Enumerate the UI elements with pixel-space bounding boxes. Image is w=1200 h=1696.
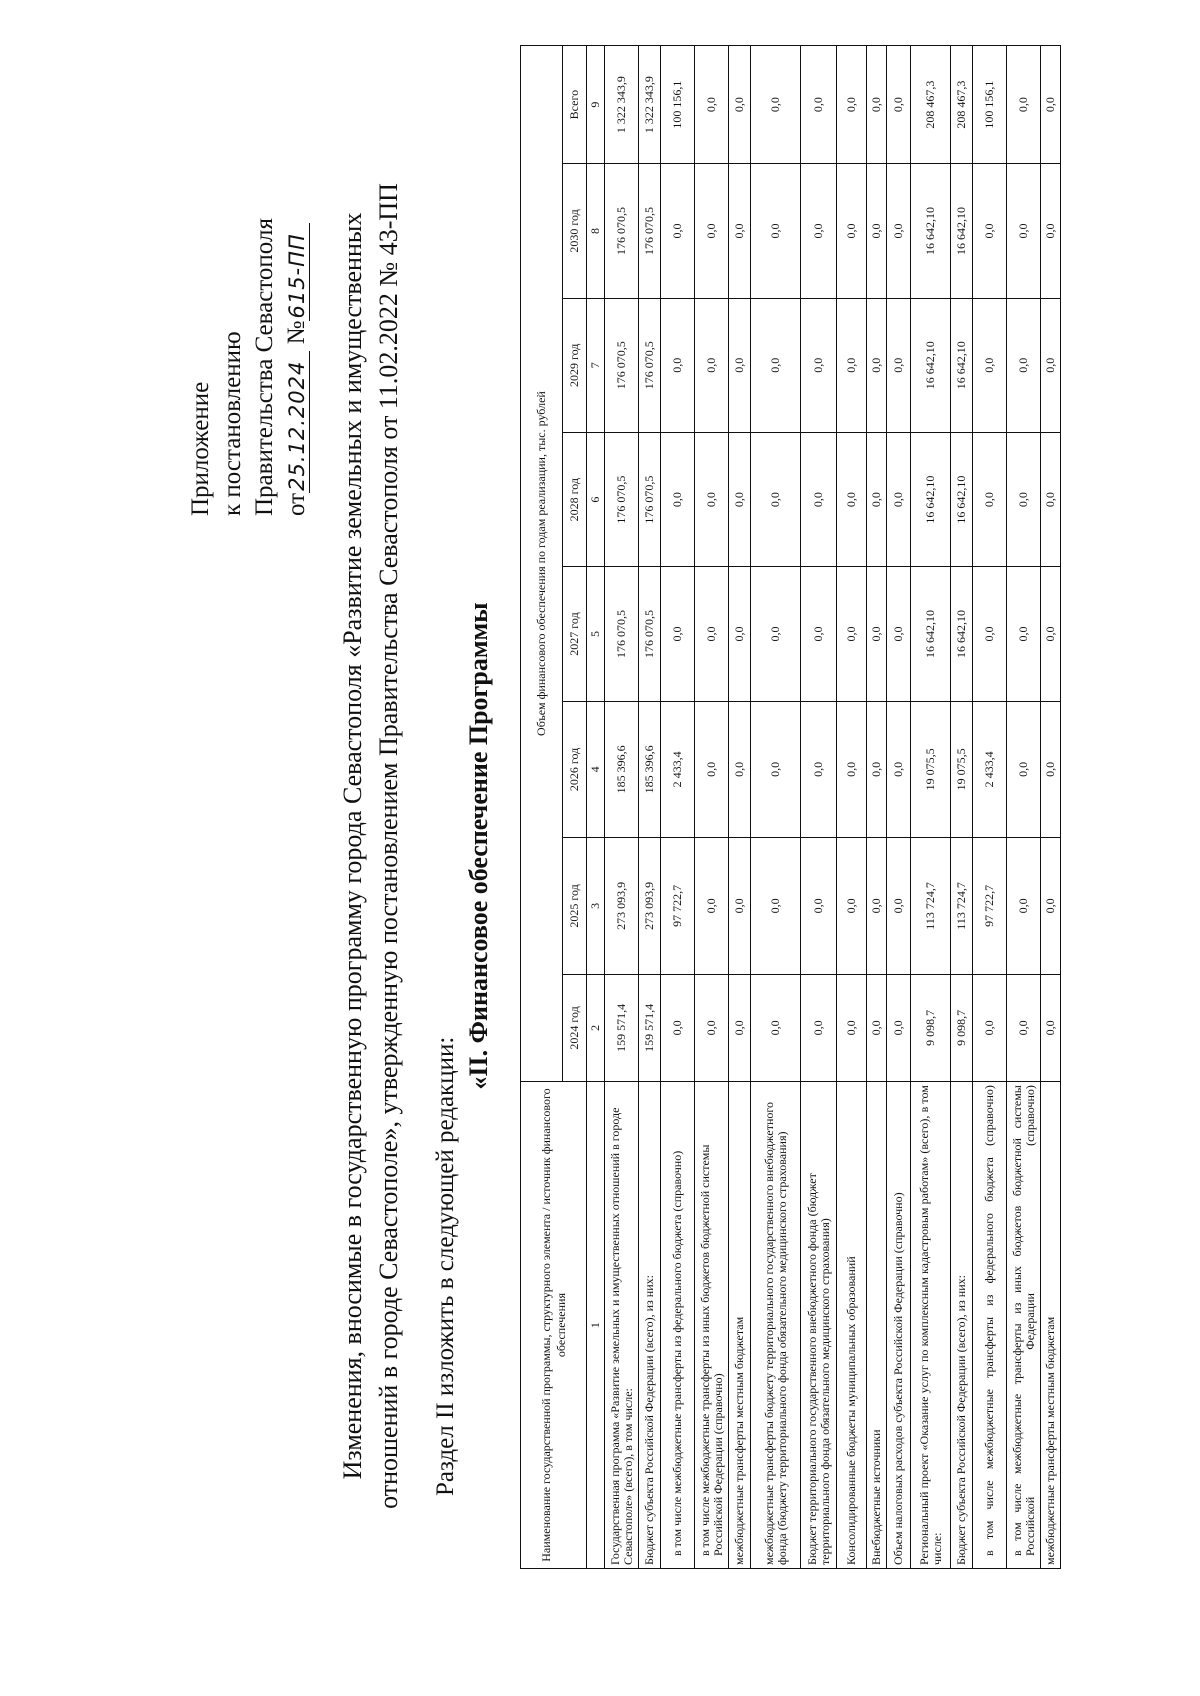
row-name: Бюджет субъекта Российской Федерации (всего), из них: <box>639 1082 661 1569</box>
value-cell: 100 156,1 <box>661 46 695 164</box>
appendix-line-2: к постановлению <box>219 331 246 516</box>
value-cell: 0,0 <box>887 164 911 298</box>
value-cell: 0,0 <box>1041 701 1061 838</box>
value-cell: 176 070,5 <box>639 164 661 298</box>
section-title: «II. Финансовое обеспечение Программы <box>464 602 493 1090</box>
value-cell: 0,0 <box>837 46 867 164</box>
value-cell: 0,0 <box>867 432 887 566</box>
value-cell: 0,0 <box>661 974 695 1081</box>
value-cell: 0,0 <box>837 567 867 701</box>
table-row <box>605 46 639 1569</box>
value-cell: 0,0 <box>801 838 837 975</box>
value-cell: 100 156,1 <box>973 46 1007 164</box>
value-cell: 97 722,7 <box>973 838 1007 975</box>
value-cell: 0,0 <box>801 567 837 701</box>
value-cell: 0,0 <box>837 974 867 1081</box>
value-cell: 0,0 <box>695 46 729 164</box>
value-cell: 0,0 <box>661 298 695 432</box>
value-cell: 0,0 <box>1007 298 1041 432</box>
value-cell: 0,0 <box>695 974 729 1081</box>
table-row <box>951 46 973 1569</box>
table-row <box>751 46 801 1569</box>
row-name: Государственная программа «Развитие земельных и имущественных отношений в городе Севастополе» (всего), в том числе: <box>605 1082 639 1569</box>
column-number: 7 <box>587 298 605 432</box>
table-row <box>867 46 887 1569</box>
row-name: Внебюджетные источники <box>867 1082 887 1569</box>
value-cell: 1 322 343,9 <box>639 46 661 164</box>
value-cell: 9 098,7 <box>951 974 973 1081</box>
value-cell: 176 070,5 <box>639 298 661 432</box>
value-cell: 0,0 <box>973 974 1007 1081</box>
value-cell: 0,0 <box>1007 701 1041 838</box>
column-number: 1 <box>587 1082 605 1569</box>
header-year: 2027 год <box>563 567 587 701</box>
handwritten-date: 25.12.2024 <box>285 351 310 493</box>
value-cell: 0,0 <box>729 567 751 701</box>
value-cell: 0,0 <box>837 701 867 838</box>
header-year: 2030 год <box>563 164 587 298</box>
value-cell: 0,0 <box>1041 838 1061 975</box>
column-number: 8 <box>587 164 605 298</box>
header-year: Всего <box>563 46 587 164</box>
value-cell: 0,0 <box>867 974 887 1081</box>
value-cell: 185 396,6 <box>605 701 639 838</box>
header-year: 2025 год <box>563 838 587 975</box>
title-line-1: Изменения, вносимые в государственную программу города Севастополя «Развитие земельных и имущественных <box>338 212 367 1480</box>
title-line-2: отношений в городе Севастополе», утвержденную постановлением Правительства Севастополя от 11.02.2022 № 43-ПП <box>374 183 403 1509</box>
value-cell: 176 070,5 <box>605 298 639 432</box>
value-cell: 0,0 <box>1041 164 1061 298</box>
table-row <box>887 46 911 1569</box>
value-cell: 0,0 <box>973 164 1007 298</box>
value-cell: 16 642,10 <box>951 567 973 701</box>
table-row <box>911 46 951 1569</box>
table-row <box>1007 46 1041 1569</box>
value-cell: 16 642,10 <box>911 432 951 566</box>
table-row <box>801 46 837 1569</box>
value-cell: 0,0 <box>887 567 911 701</box>
value-cell: 0,0 <box>695 567 729 701</box>
table-row <box>973 46 1007 1569</box>
value-cell: 0,0 <box>751 567 801 701</box>
value-cell: 0,0 <box>887 838 911 975</box>
appendix-line-3: Правительства Севастополя <box>251 218 278 516</box>
value-cell: 1 322 343,9 <box>605 46 639 164</box>
value-cell: 113 724,7 <box>951 838 973 975</box>
value-cell: 9 098,7 <box>911 974 951 1081</box>
value-cell: 0,0 <box>887 701 911 838</box>
handwritten-number: 615-ПП <box>285 223 310 320</box>
value-cell: 0,0 <box>867 46 887 164</box>
row-name: в том числе межбюджетные трансферты из иных бюджетов бюджетной системы Российской Федерации (справочно) <box>695 1082 729 1569</box>
value-cell: 0,0 <box>729 46 751 164</box>
value-cell: 0,0 <box>973 432 1007 566</box>
row-name: Бюджет субъекта Российской Федерации (всего), из них: <box>951 1082 973 1569</box>
value-cell: 0,0 <box>1007 838 1041 975</box>
value-cell: 0,0 <box>801 701 837 838</box>
value-cell: 0,0 <box>751 298 801 432</box>
value-cell: 0,0 <box>837 298 867 432</box>
header-year: 2026 год <box>563 701 587 838</box>
value-cell: 0,0 <box>695 432 729 566</box>
column-number: 4 <box>587 701 605 838</box>
header-row-column-numbers <box>587 46 605 1569</box>
value-cell: 0,0 <box>751 701 801 838</box>
header-year: 2028 год <box>563 432 587 566</box>
row-name: Консолидированные бюджеты муниципальных образований <box>837 1082 867 1569</box>
value-cell: 208 467,3 <box>911 46 951 164</box>
value-cell: 0,0 <box>661 164 695 298</box>
value-cell: 185 396,6 <box>639 701 661 838</box>
value-cell: 0,0 <box>837 164 867 298</box>
value-cell: 0,0 <box>801 432 837 566</box>
column-number: 5 <box>587 567 605 701</box>
value-cell: 159 571,4 <box>605 974 639 1081</box>
appendix-line-1: Приложение <box>187 381 214 516</box>
value-cell: 0,0 <box>1007 46 1041 164</box>
value-cell: 97 722,7 <box>661 838 695 975</box>
value-cell: 176 070,5 <box>639 567 661 701</box>
value-cell: 0,0 <box>1007 974 1041 1081</box>
value-cell: 0,0 <box>729 432 751 566</box>
table-row <box>661 46 695 1569</box>
table-row <box>837 46 867 1569</box>
value-cell: 0,0 <box>661 432 695 566</box>
row-name: межбюджетные трансферты бюджету территориального государственного внебюджетного фонда (бюджету территориального фонда обязательного медицинского страхования) <box>751 1082 801 1569</box>
appendix-date-line <box>281 16 313 516</box>
value-cell: 0,0 <box>887 298 911 432</box>
value-cell: 273 093,9 <box>605 838 639 975</box>
header-name: Наименование государственной программы, структурного элемента / источник финансового обеспечения <box>521 1082 587 1569</box>
value-cell: 0,0 <box>801 46 837 164</box>
header-row-volume <box>521 46 563 1569</box>
value-cell: 0,0 <box>887 974 911 1081</box>
row-name: в том числе межбюджетные трансферты из федерального бюджета (справочно) <box>661 1082 695 1569</box>
value-cell: 0,0 <box>729 164 751 298</box>
value-cell: 0,0 <box>695 164 729 298</box>
value-cell: 0,0 <box>751 46 801 164</box>
document-title <box>335 146 407 1546</box>
value-cell: 0,0 <box>751 432 801 566</box>
row-name: Объем налоговых расходов субъекта Российской Федерации (справочно) <box>887 1082 911 1569</box>
value-cell: 0,0 <box>695 298 729 432</box>
value-cell: 16 642,10 <box>911 164 951 298</box>
value-cell: 0,0 <box>887 46 911 164</box>
table-body <box>605 46 1061 1569</box>
row-name: в том числе межбюджетные трансферты из иных бюджетов бюджетной системы Российской Федерации (справочно) <box>1007 1082 1041 1569</box>
value-cell: 176 070,5 <box>605 432 639 566</box>
value-cell: 0,0 <box>1007 567 1041 701</box>
value-cell: 0,0 <box>729 974 751 1081</box>
value-cell: 16 642,10 <box>951 164 973 298</box>
financing-table <box>520 45 1061 1569</box>
value-cell: 0,0 <box>837 432 867 566</box>
value-cell: 273 093,9 <box>639 838 661 975</box>
row-name: Бюджет территориального государственного внебюджетного фонда (бюджет территориального фонда обязательного медицинского страхования) <box>801 1082 837 1569</box>
value-cell: 0,0 <box>801 164 837 298</box>
value-cell: 0,0 <box>751 974 801 1081</box>
value-cell: 176 070,5 <box>639 432 661 566</box>
value-cell: 0,0 <box>1007 432 1041 566</box>
row-name: Региональный проект «Оказание услуг по комплексным кадастровым работам» (всего), в том числе: <box>911 1082 951 1569</box>
column-number: 2 <box>587 974 605 1081</box>
value-cell: 0,0 <box>751 838 801 975</box>
value-cell: 159 571,4 <box>639 974 661 1081</box>
value-cell: 19 075,5 <box>951 701 973 838</box>
value-cell: 0,0 <box>1041 432 1061 566</box>
value-cell: 19 075,5 <box>911 701 951 838</box>
column-number: 3 <box>587 838 605 975</box>
header-year: 2024 год <box>563 974 587 1081</box>
value-cell: 0,0 <box>887 432 911 566</box>
value-cell: 0,0 <box>867 701 887 838</box>
column-number: 9 <box>587 46 605 164</box>
table-row <box>639 46 661 1569</box>
value-cell: 176 070,5 <box>605 567 639 701</box>
value-cell: 113 724,7 <box>911 838 951 975</box>
value-cell: 0,0 <box>837 838 867 975</box>
value-cell: 0,0 <box>1007 164 1041 298</box>
number-sign: № <box>283 320 310 345</box>
value-cell: 208 467,3 <box>951 46 973 164</box>
appendix-block <box>185 16 313 516</box>
value-cell: 176 070,5 <box>605 164 639 298</box>
value-cell: 0,0 <box>1041 46 1061 164</box>
value-cell: 0,0 <box>973 298 1007 432</box>
value-cell: 0,0 <box>661 567 695 701</box>
value-cell: 0,0 <box>973 567 1007 701</box>
row-name: межбюджетные трансферты местным бюджетам <box>729 1082 751 1569</box>
date-prefix: от <box>283 492 310 516</box>
value-cell: 0,0 <box>695 701 729 838</box>
row-name: в том числе межбюджетные трансферты из федерального бюджета (справочно) <box>973 1082 1007 1569</box>
header-volume: Объем финансового обеспечения по годам реализации, тыс. рублей <box>521 46 563 1082</box>
value-cell: 16 642,10 <box>911 567 951 701</box>
value-cell: 0,0 <box>867 298 887 432</box>
value-cell: 0,0 <box>867 164 887 298</box>
value-cell: 2 433,4 <box>661 701 695 838</box>
value-cell: 2 433,4 <box>973 701 1007 838</box>
value-cell: 16 642,10 <box>951 432 973 566</box>
section-intro: Раздел II изложить в следующей редакции: <box>432 1036 459 1496</box>
value-cell: 0,0 <box>867 567 887 701</box>
value-cell: 0,0 <box>801 298 837 432</box>
value-cell: 0,0 <box>1041 298 1061 432</box>
value-cell: 0,0 <box>1041 974 1061 1081</box>
value-cell: 0,0 <box>751 164 801 298</box>
column-number: 6 <box>587 432 605 566</box>
value-cell: 0,0 <box>695 838 729 975</box>
value-cell: 0,0 <box>729 838 751 975</box>
row-name: межбюджетные трансферты местным бюджетам <box>1041 1082 1061 1569</box>
table-row <box>1041 46 1061 1569</box>
value-cell: 0,0 <box>729 298 751 432</box>
value-cell: 0,0 <box>1041 567 1061 701</box>
value-cell: 16 642,10 <box>911 298 951 432</box>
value-cell: 0,0 <box>867 838 887 975</box>
table-row <box>695 46 729 1569</box>
value-cell: 0,0 <box>729 701 751 838</box>
header-year: 2029 год <box>563 298 587 432</box>
value-cell: 0,0 <box>801 974 837 1081</box>
value-cell: 16 642,10 <box>951 298 973 432</box>
table-row <box>729 46 751 1569</box>
